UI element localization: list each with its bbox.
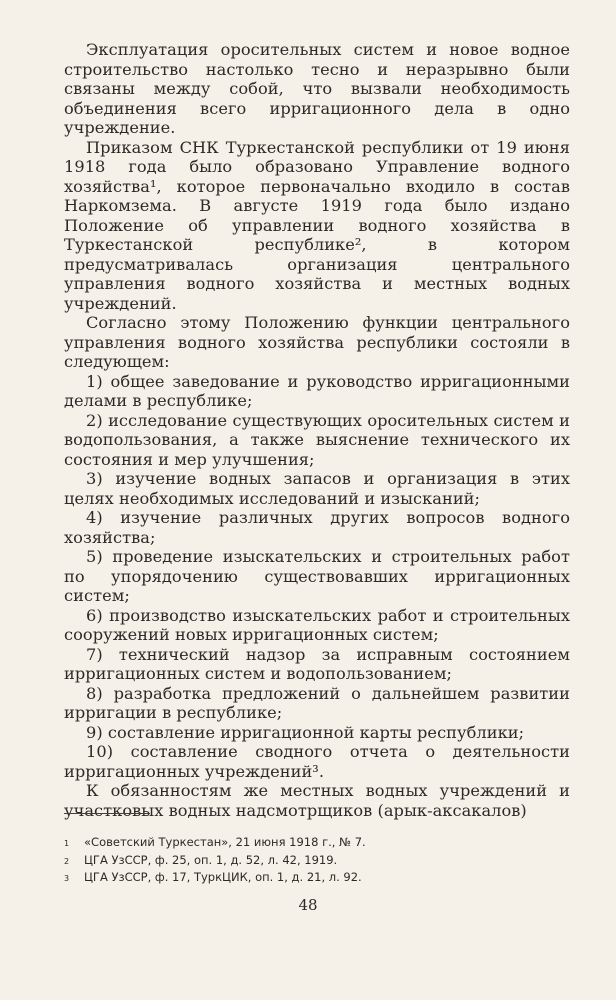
footnote-marker: 1	[64, 839, 70, 848]
list-item-5: 5) проведение изыскательских и строительных работ по упорядочению существовавших ирригационных систем;	[64, 547, 570, 605]
list-item-8: 8) разработка предложений о дальнейшем развитии ирригации в республике;	[64, 683, 570, 722]
list-item-3: 3) изучение водных запасов и организация в этих целях необходимых исследований и изысканий;	[64, 469, 570, 508]
list-item-2: 2) исследование существующих оросительных систем и водопользования, а также выяснение технического их состояния и мер улучшения;	[64, 410, 570, 469]
footnote-2	[64, 852, 534, 870]
footnotes	[64, 834, 534, 887]
page-number: 48	[298, 896, 318, 914]
footnote-text: «Советский Туркестан», 21 июня 1918 г., № 7.	[84, 835, 366, 849]
footnote-text: ЦГА УзССР, ф. 17, ТуркЦИК, оп. 1, д. 21, л. 92.	[84, 870, 362, 884]
footnote-marker: 3	[64, 874, 70, 883]
main-text	[64, 40, 570, 820]
list-item-10: 10) составление сводного отчета о деятельности ирригационных учреждений³.	[64, 742, 570, 781]
footnote-divider	[64, 813, 150, 814]
footnote-3	[64, 869, 534, 887]
list-item-1: 1) общее заведование и руководство ирригационными делами в республике;	[64, 371, 570, 410]
paragraph-3: Согласно этому Положению функции центрального управления водного хозяйства республики состояли в следующем:	[64, 313, 570, 371]
paragraph-final: К обязанностям же местных водных учреждений и участковых водных надсмотрщиков (арык-аксакалов)	[64, 781, 570, 820]
list-item-4: 4) изучение различных других вопросов водного хозяйства;	[64, 508, 570, 547]
paragraph-1: Эксплуатация оросительных систем и новое водное строительство настолько тесно и неразрывно были связаны между собой, что вызвали необходимость объединения всего ирригационного дела в одно учреждение.	[64, 40, 570, 137]
footnote-1	[64, 834, 534, 852]
footnote-marker: 2	[64, 856, 70, 866]
footnote-text: ЦГА УзССР, ф. 25, оп. 1, д. 52, л. 42, 1919.	[84, 852, 338, 867]
list-item-9: 9) составление ирригационной карты республики;	[86, 722, 525, 742]
list-item-6: 6) производство изыскательских работ и строительных сооружений новых ирригационных систем;	[64, 605, 570, 644]
paragraph-2: Приказом СНК Туркестанской республики от 19 июня 1918 года было образовано Управление водного хозяйства¹, которое первоначально входило в состав Наркомзема. В августе 1919 года было издано Положение об управлении водного хозяйства в Туркестанской республике², в котором предусматривалась организация центрального управления водного хозяйства и местных водных учреждений.	[64, 137, 570, 313]
list-item-7: 7) технический надзор за исправным состоянием ирригационных систем и водопользованием;	[64, 644, 570, 683]
